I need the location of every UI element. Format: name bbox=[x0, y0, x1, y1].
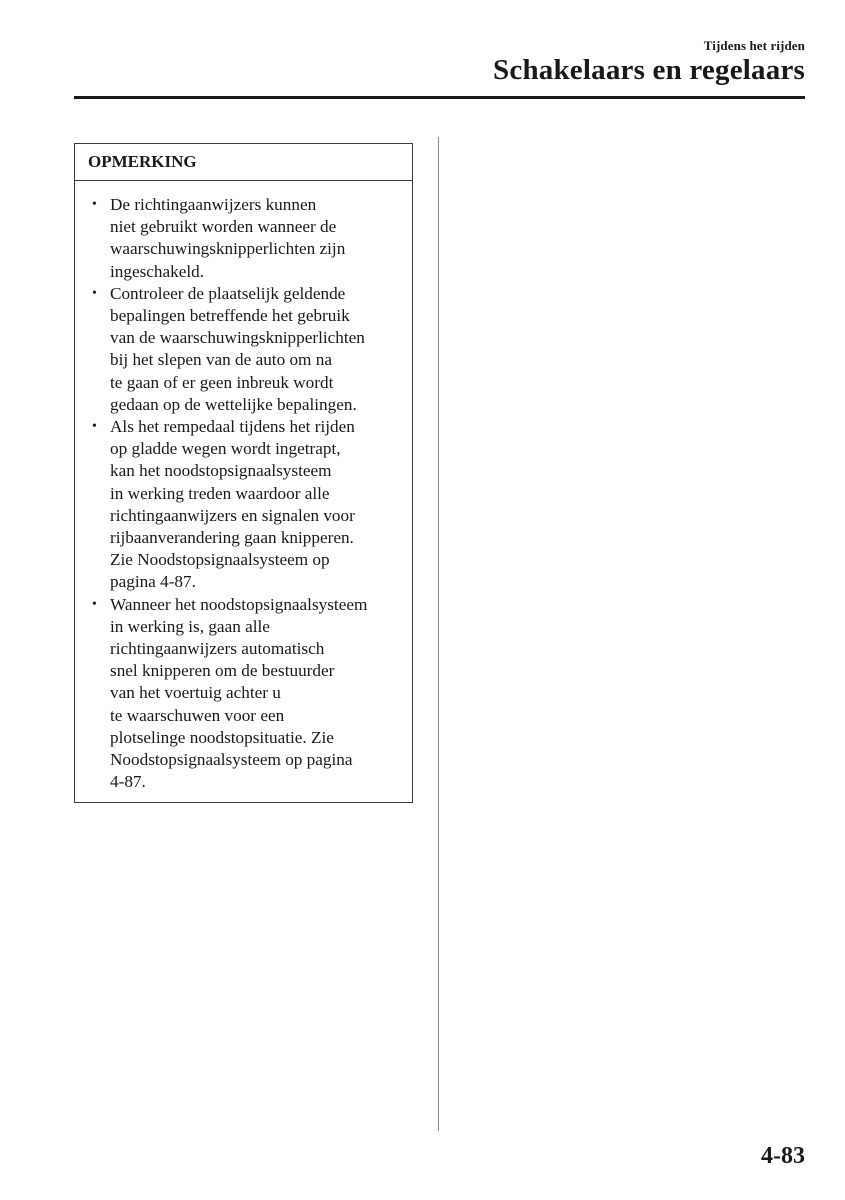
note-line: gedaan op de wettelijke bepalingen. bbox=[110, 394, 357, 414]
note-line: te gaan of er geen inbreuk wordt bbox=[110, 372, 334, 392]
column-divider bbox=[438, 137, 439, 1131]
note-line: ingeschakeld. bbox=[110, 261, 205, 281]
note-line: Noodstopsignaalsysteem op pagina bbox=[110, 750, 353, 770]
note-line: Als het rempedaal tijdens het rijden bbox=[110, 417, 355, 437]
note-line: Wanneer het noodstopsignaalsysteem bbox=[110, 594, 368, 614]
bullet-icon: • bbox=[92, 285, 97, 301]
note-line: De richtingaanwijzers kunnen bbox=[110, 195, 317, 214]
note-item bbox=[89, 283, 406, 416]
note-line: te waarschuwen voor een bbox=[110, 705, 285, 725]
note-line: in werking is, gaan alle bbox=[110, 616, 270, 636]
note-line: in werking treden waardoor alle bbox=[110, 483, 330, 503]
note-heading: OPMERKING bbox=[75, 144, 412, 181]
note-line: richtingaanwijzers automatisch bbox=[110, 639, 325, 659]
note-line: richtingaanwijzers en signalen voor bbox=[110, 505, 355, 525]
header-rule bbox=[74, 96, 805, 99]
page-number: 4-83 bbox=[761, 1143, 805, 1169]
note-item bbox=[89, 416, 406, 594]
bullet-icon: • bbox=[92, 419, 97, 435]
section-label: Tijdens het rijden bbox=[703, 38, 805, 53]
bullet-icon: • bbox=[92, 197, 97, 212]
note-line: van de waarschuwingsknipperlichten bbox=[110, 328, 365, 348]
note-box bbox=[74, 143, 413, 803]
page-title: Schakelaars en regelaars bbox=[493, 54, 805, 86]
note-line: bij het slepen van de auto om na bbox=[110, 350, 332, 370]
note-line: Controleer de plaatselijk geldende bbox=[110, 283, 346, 303]
note-line: 4-87. bbox=[110, 772, 146, 792]
note-line: niet gebruikt worden wanneer de bbox=[110, 217, 337, 237]
note-line: rijbaanverandering gaan knipperen. bbox=[110, 528, 354, 548]
note-line: waarschuwingsknipperlichten zijn bbox=[110, 239, 346, 259]
note-line: op gladde wegen wordt ingetrapt, bbox=[110, 439, 341, 459]
note-line: pagina 4-87. bbox=[110, 572, 196, 592]
bullet-icon: • bbox=[92, 596, 97, 612]
note-line: kan het noodstopsignaalsysteem bbox=[110, 461, 332, 481]
note-body bbox=[75, 181, 412, 802]
note-line: bepalingen betreffende het gebruik bbox=[110, 306, 350, 326]
note-line: snel knipperen om de bestuurder bbox=[110, 661, 335, 681]
note-line: Zie Noodstopsignaalsysteem op bbox=[110, 550, 330, 570]
note-item bbox=[89, 594, 406, 794]
note-item bbox=[89, 194, 406, 283]
note-line: plotselinge noodstopsituatie. Zie bbox=[110, 727, 334, 747]
note-line: van het voertuig achter u bbox=[110, 683, 281, 703]
